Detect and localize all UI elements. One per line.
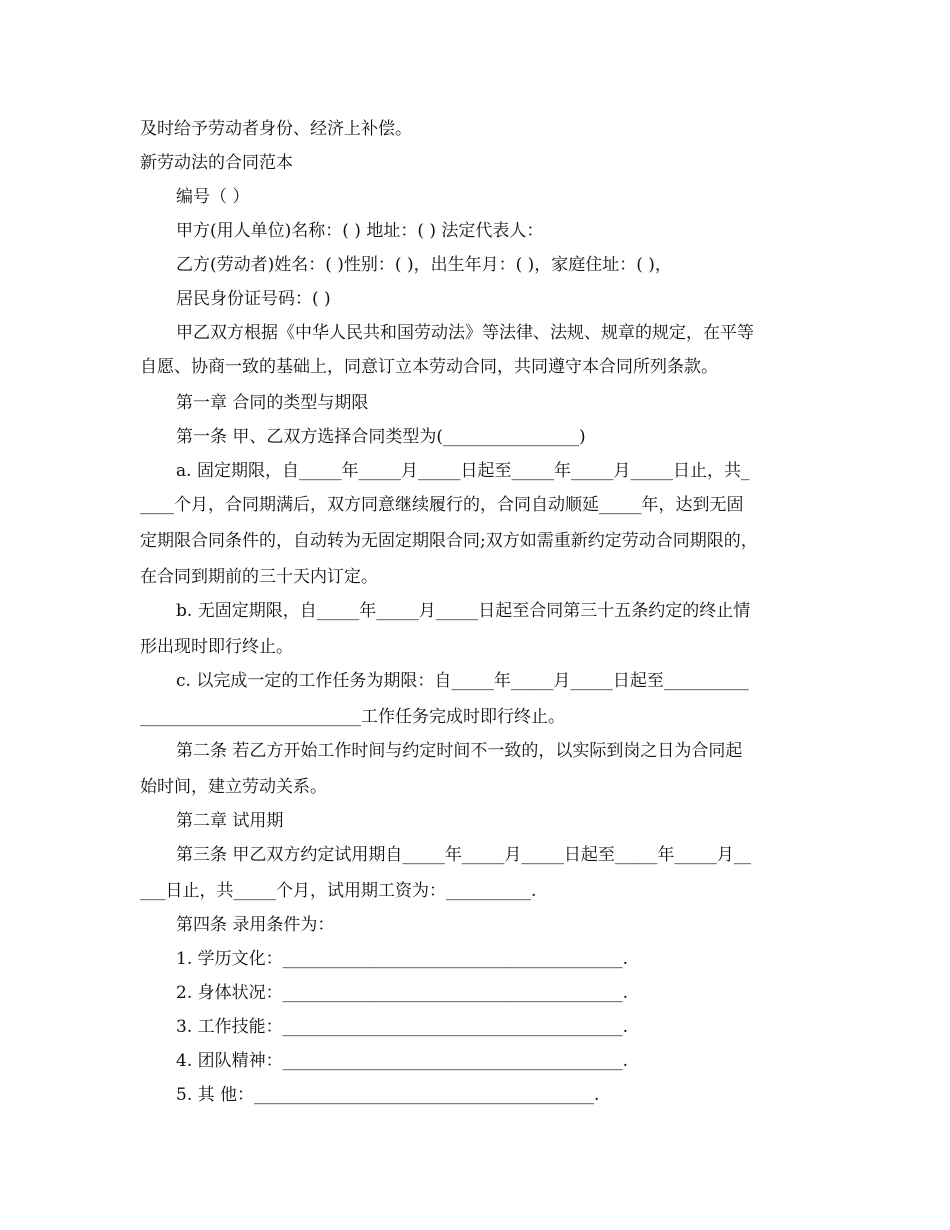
- paragraph-line: 甲乙双方根据《中华人民共和国劳动法》等法律、法规、规章的规定，在平等: [176, 323, 754, 343]
- article-line: 第一条 甲、乙双方选择合同类型为(________________): [176, 427, 586, 447]
- section-heading: 新劳动法的合同范本: [140, 153, 293, 173]
- chapter-heading: 第二章 试用期: [176, 811, 284, 831]
- paragraph-line: 自愿、协商一致的基础上，同意订立本劳动合同，共同遵守本合同所列条款。: [140, 357, 718, 377]
- list-item: 2. 身体状况：________________________________________.: [176, 983, 629, 1003]
- paragraph-line: ___日止，共_____个月，试用期工资为：__________.: [140, 881, 537, 901]
- paragraph-line: a. 固定期限，自_____年_____月_____日起至_____年_____月_____日止，共_: [176, 461, 750, 481]
- article-line: 第三条 甲乙双方约定试用期自_____年_____月_____日起至_____年_____月__: [176, 845, 751, 865]
- paragraph-line: 在合同到期前的三十天内订定。: [140, 567, 378, 587]
- list-item: 5. 其 他：________________________________________.: [176, 1085, 600, 1105]
- paragraph-line: 形出现时即行终止。: [140, 637, 293, 657]
- paragraph-line: __________________________工作任务完成时即行终止。: [140, 707, 565, 727]
- paragraph-line: ____个月，合同期满后，双方同意继续履行的，合同自动顺延_____年，达到无固: [140, 495, 744, 515]
- paragraph-line: 及时给予劳动者身份、经济上补偿。: [140, 119, 412, 139]
- party-b-line: 乙方(劳动者)姓名：( )性别：( )，出生年月：( )，家庭住址：( )，: [176, 255, 672, 275]
- article-line: 第二条 若乙方开始工作时间与约定时间不一致的，以实际到岗之日为合同起: [176, 741, 743, 761]
- chapter-heading: 第一章 合同的类型与期限: [176, 393, 369, 413]
- party-a-line: 甲方(用人单位)名称：( ) 地址：( ) 法定代表人：: [176, 221, 544, 241]
- paragraph-line: b. 无固定期限，自_____年_____月_____日起至合同第三十五条约定的终止情: [176, 601, 751, 621]
- list-item: 4. 团队精神：________________________________________.: [176, 1051, 629, 1071]
- paragraph-line: c. 以完成一定的工作任务为期限：自_____年_____月_____日起至__________: [176, 671, 749, 691]
- paragraph-line: 定期限合同条件的，自动转为无固定期限合同;双方如需重新约定劳动合同期限的，: [140, 531, 758, 551]
- list-item: 3. 工作技能：________________________________________.: [176, 1017, 629, 1037]
- id-number-line: 居民身份证号码：( ): [176, 289, 331, 309]
- paragraph-line: 始时间，建立劳动关系。: [140, 777, 327, 797]
- article-line: 第四条 录用条件为：: [176, 915, 335, 935]
- list-item: 1. 学历文化：________________________________________.: [176, 949, 629, 969]
- contract-number-line: 编号（ ）: [176, 187, 250, 207]
